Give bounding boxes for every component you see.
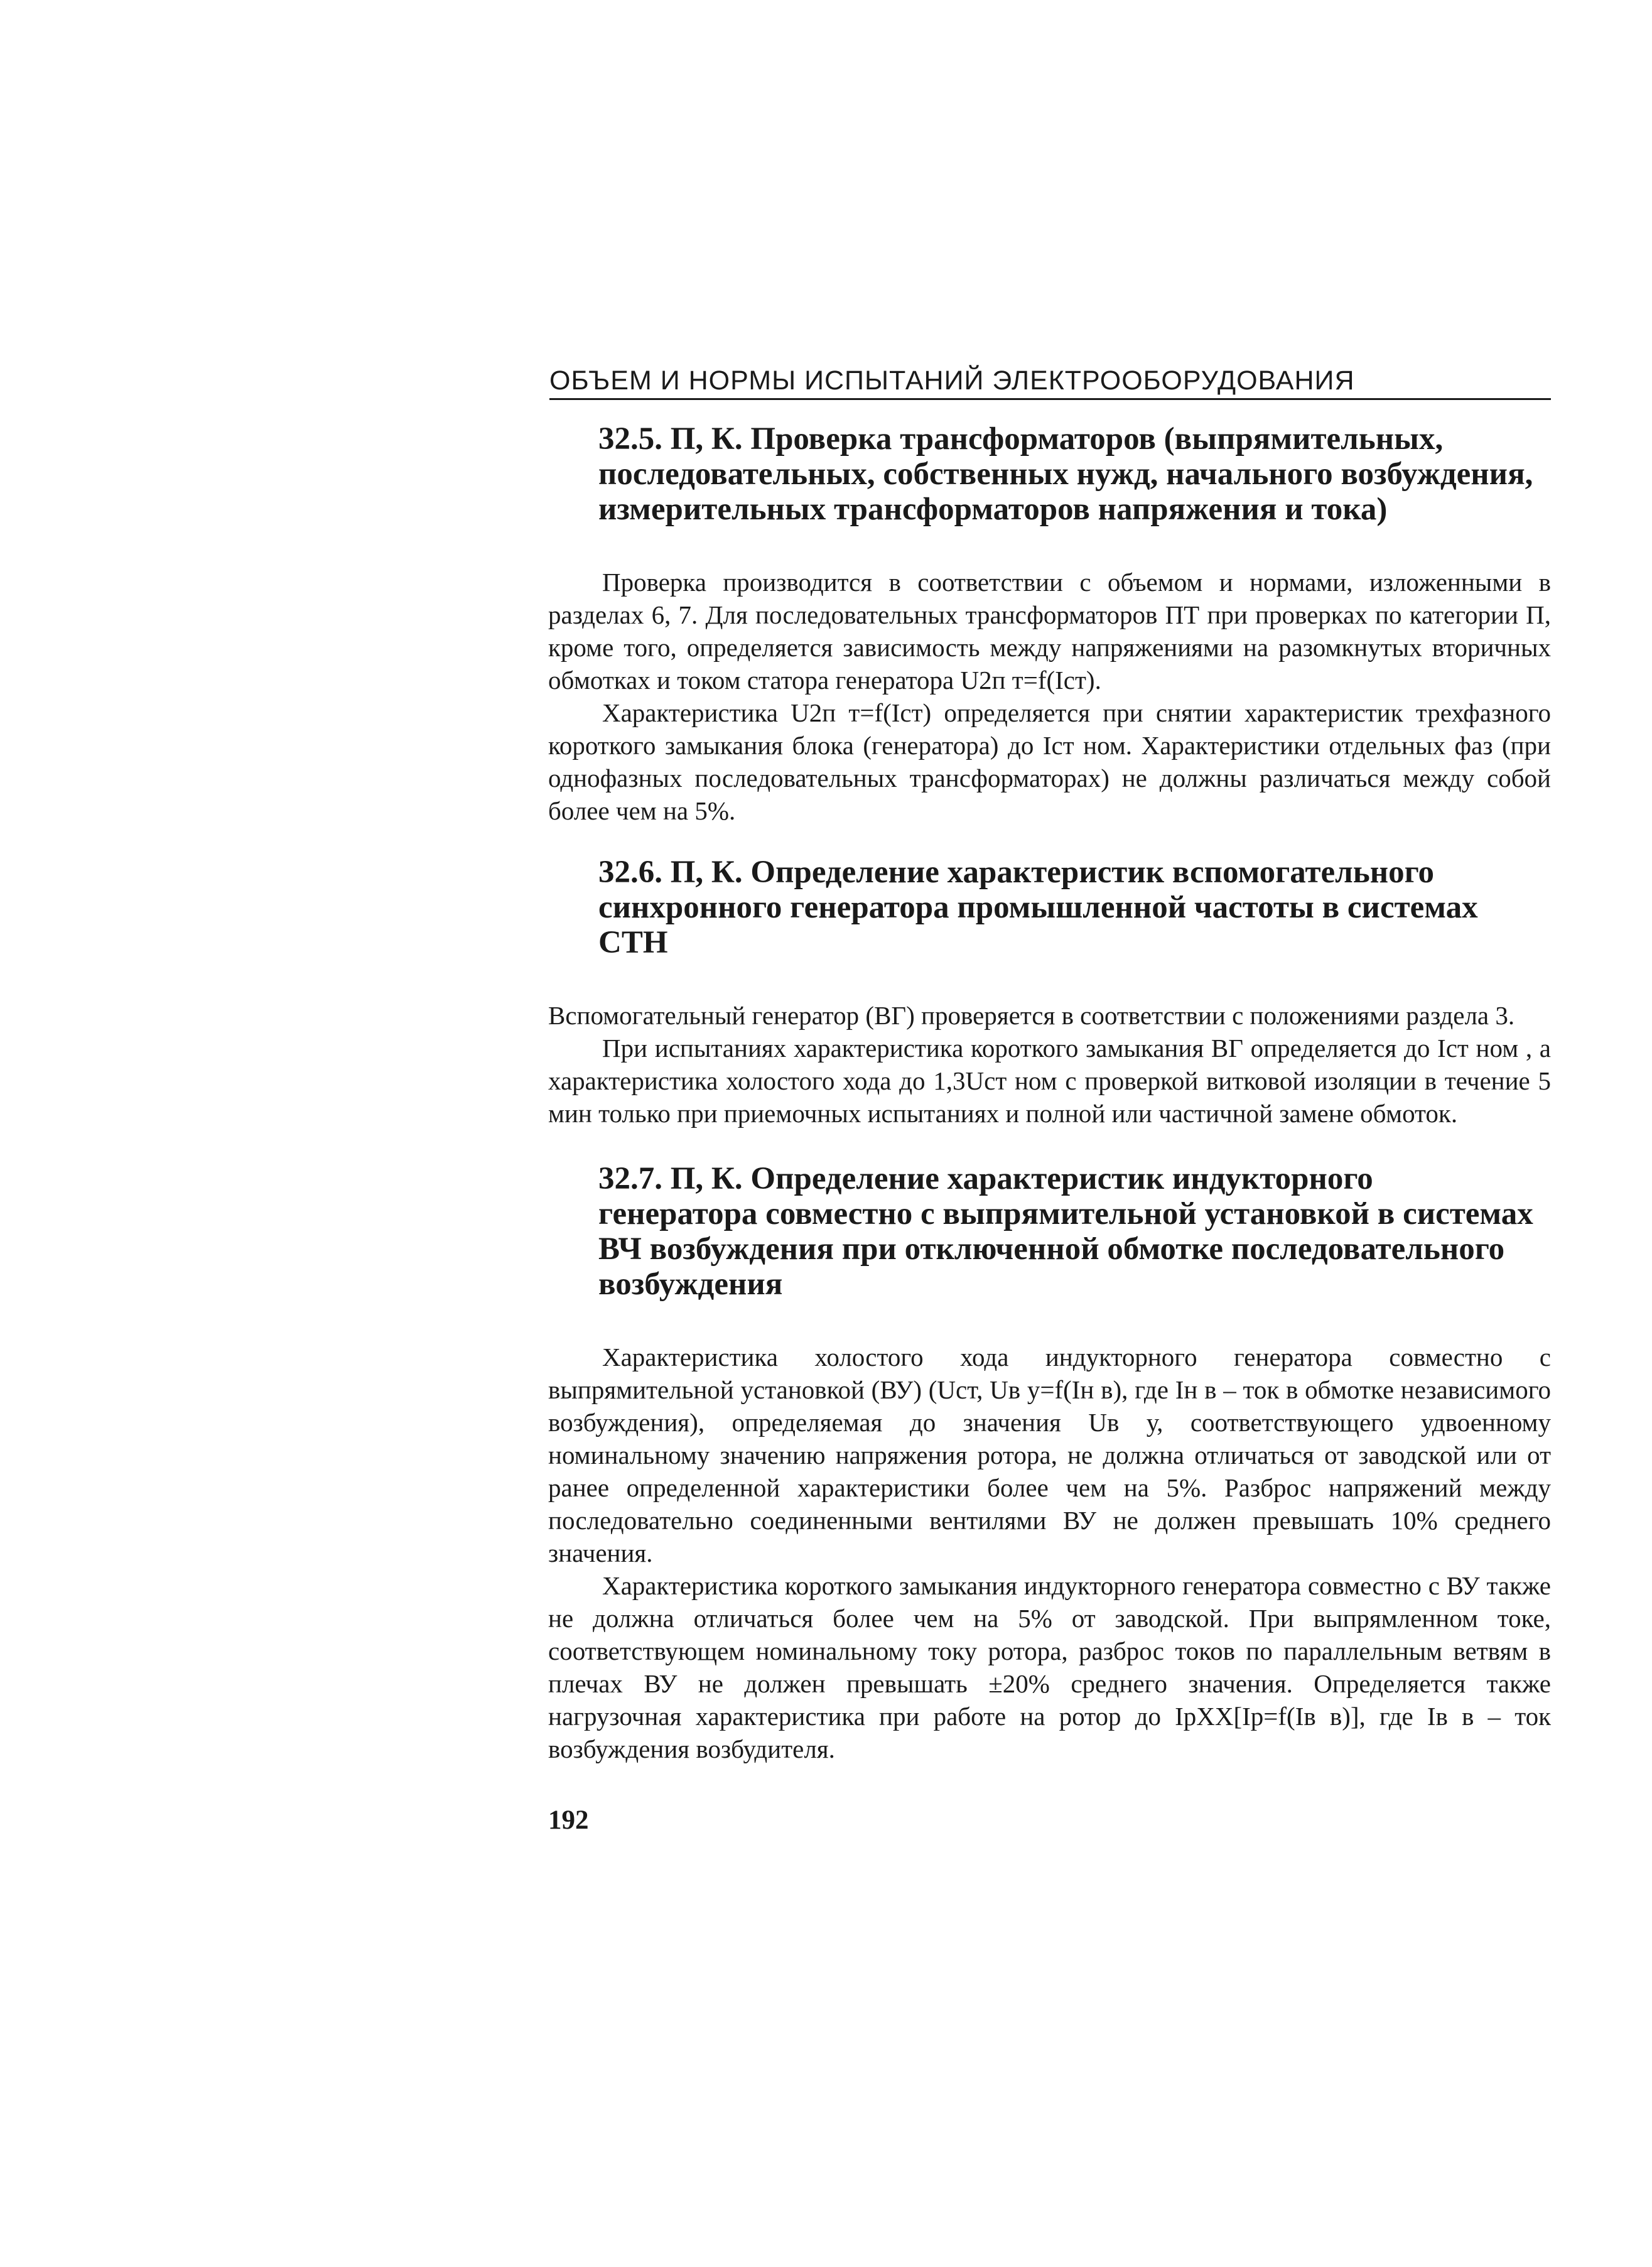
section-heading-32-6: 32.6. П, К. Определение характеристик вспомогательного синхронного генератора промышленной частоты в системах СТН [598,855,1478,960]
page-number: 192 [548,1805,589,1835]
section-body-32-5 [548,566,1551,827]
section-body-32-6 [548,999,1551,1130]
paragraph: Характеристика короткого замыкания индукторного генератора совместно с ВУ также не должна отличаться более чем на 5% от заводской. При выпрямленном токе, соответствующем номинальному току ротора, разброс токов по параллельным ветвям в плечах ВУ не должен превышать ±20% среднего значения. Определяется также нагрузочная характеристика при работе на ротор до IрXX[Iр=f(Iв в)], где Iв в – ток возбуждения возбудителя. [548,1571,1551,1763]
paragraph: Вспомогательный генератор (ВГ) проверяется в соответствии с положениями раздела 3. [548,1001,1515,1030]
document-page [548,364,1551,1837]
section-heading-32-7: 32.7. П, К. Определение характеристик индукторного генератора совместно с выпрямительной установкой в системах ВЧ возбуждения при отключенной обмотке последовательного возбуждения [598,1161,1533,1302]
running-header: ОБЪЕМ И НОРМЫ ИСПЫТАНИЙ ЭЛЕКТРООБОРУДОВАНИЯ [549,364,1551,400]
paragraph: Проверка производится в соответствии с объемом и нормами, изложенными в разделах 6, 7. Для последовательных трансформаторов ПТ при проверках по категории П, кроме того, определяется зависимость между напряжениями на разомкнутых вторичных обмотках и током статора генератора U2п т=f(Iст). [548,568,1551,695]
paragraph: При испытаниях характеристика короткого замыкания ВГ определяется до Iст ном , а характеристика холостого хода до 1,3Uст ном с проверкой витковой изоляции в течение 5 мин только при приемочных испытаниях и полной или частичной замене обмоток. [548,1034,1551,1128]
section-body-32-7 [548,1341,1551,1765]
section-heading-32-5: 32.5. П, К. Проверка трансформаторов (выпрямительных, последовательных, собственных нужд, начального возбуждения, измерительных трансформаторов напряжения и тока) [598,421,1533,527]
paragraph: Характеристика U2п т=f(Iст) определяется при снятии характеристик трехфазного короткого замыкания блока (генератора) до Iст ном. Характеристики отдельных фаз (при однофазных последовательных трансформаторах) не должны различаться между собой более чем на 5%. [548,698,1551,825]
paragraph: Характеристика холостого хода индукторного генератора совместно с выпрямительной установкой (ВУ) (Uст, Uв у=f(Iн в), где Iн в – ток в обмотке независимого возбуждения), определяемая до значения Uв у, соответствующего удвоенному номинальному значению напряжения ротора, не должна отличаться от заводской или от ранее определенной характеристики более чем на 5%. Разброс напряжений между последовательно соединенными вентилями ВУ не должен превышать 10% среднего значения. [548,1343,1551,1567]
